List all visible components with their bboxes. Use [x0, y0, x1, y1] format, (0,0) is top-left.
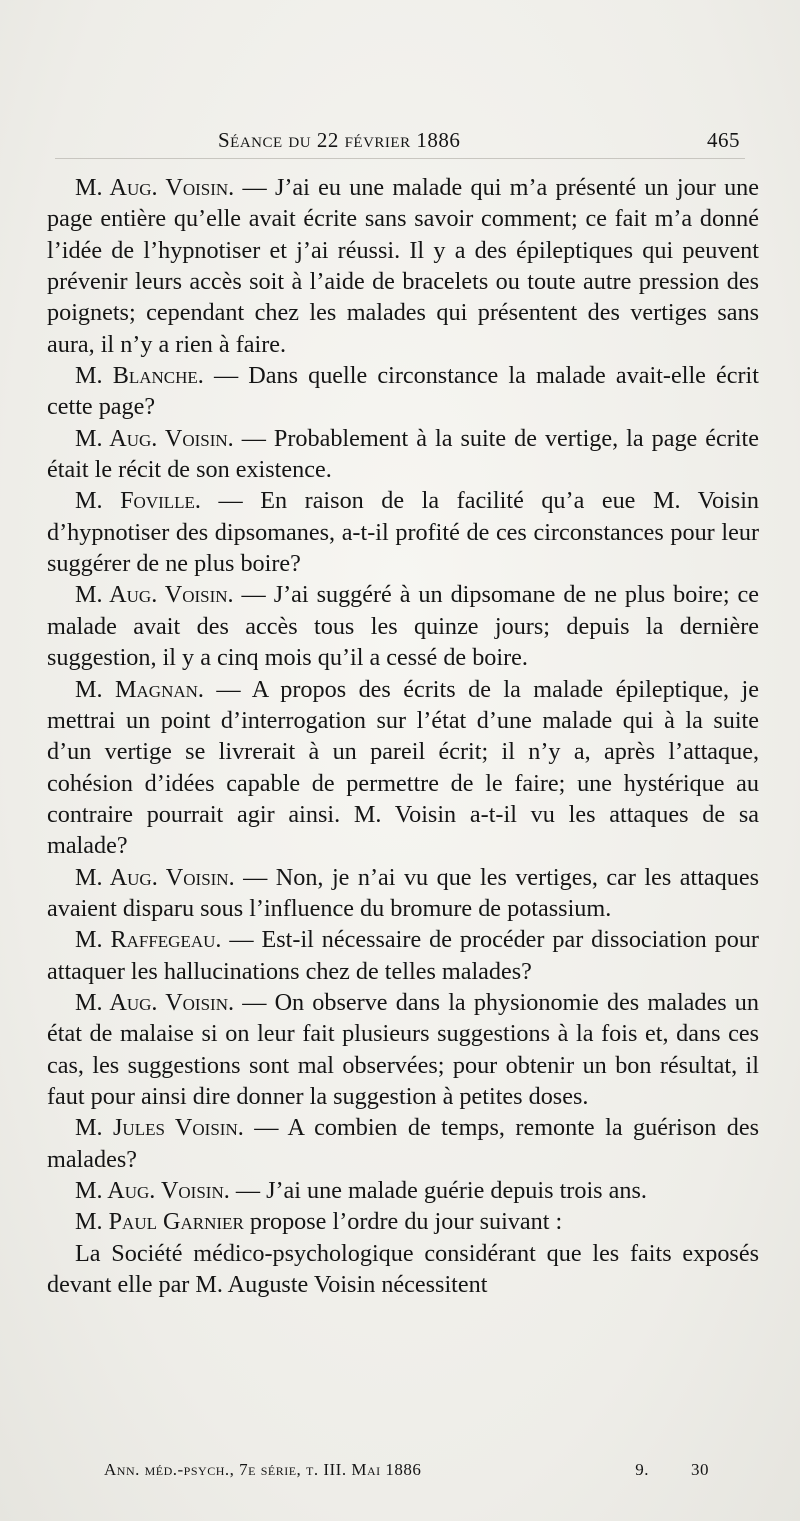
paragraph	[47, 987, 759, 1112]
paragraph-text: — J’ai une malade guérie depuis trois ans.	[229, 1177, 647, 1204]
speaker-name: M. Aug. Voisin.	[75, 174, 235, 201]
running-head	[60, 128, 740, 153]
speaker-name: M. Foville.	[75, 487, 201, 515]
paragraph	[47, 172, 759, 360]
body-text	[47, 172, 759, 1300]
paragraph	[47, 1238, 759, 1301]
paragraph	[47, 423, 759, 486]
speaker-name: M. Paul Garnier	[75, 1208, 244, 1236]
speaker-name: M. Aug. Voisin.	[75, 424, 234, 452]
speaker-name: M. Blanche.	[75, 362, 204, 390]
paragraph	[47, 360, 759, 423]
paragraph	[47, 1206, 759, 1237]
page-footer	[104, 1460, 709, 1480]
paragraph-text: — A propos des écrits de la malade épileptique, je mettrai un point d’interrogation sur l’état d’une malade qui à la suite d’un vertige se livrerait à un pareil écrit; il n’y a, après l’attaque, cohésion d’idées capable de permettre de le faire; une hystérique au contraire pourrait agir ainsi. M. Voisin a-t-il vu les attaques de sa malade?	[47, 675, 759, 860]
running-head-title: Séance du 22 février 1886	[218, 128, 461, 152]
speaker-name: M. Aug. Voisin.	[75, 988, 235, 1016]
paragraph	[47, 1175, 759, 1206]
paragraph	[47, 1112, 759, 1175]
page-number: 465	[707, 128, 740, 152]
paragraph	[47, 485, 759, 579]
sheet-number: 30	[691, 1460, 709, 1479]
paragraph	[47, 862, 759, 925]
paragraph	[47, 579, 759, 673]
paragraph-text: — Non, je n’ai vu que les vertiges, car les attaques avaient disparu sous l’influence du bromure de potassium.	[47, 863, 759, 922]
paragraph	[47, 924, 759, 987]
speaker-name: M. Raffegeau.	[75, 926, 222, 954]
paragraph-text: — J’ai suggéré à un dipsomane de ne plus boire; ce malade avait des accès tous les quinze jours; depuis la dernière suggestion, il y a cinq mois qu’il a cessé de boire.	[47, 581, 759, 672]
paragraph-text: — Dans quelle circonstance la malade avait-elle écrit cette page?	[47, 362, 759, 421]
paragraph	[47, 674, 759, 862]
speaker-name: M. Aug. Voisin.	[75, 581, 234, 609]
speaker-name: M. Magnan.	[75, 675, 204, 703]
paragraph-text: — Est-il nécessaire de procéder par dissociation pour attaquer les hallucinations chez de telles malades?	[47, 926, 759, 985]
signature-marks	[635, 1460, 709, 1480]
speaker-name: M. Aug. Voisin.	[75, 1177, 230, 1204]
journal-reference: Ann. méd.-psych., 7e série, t. III. Mai 1886	[104, 1460, 422, 1479]
speaker-name: M. Aug. Voisin.	[75, 863, 235, 891]
paragraph-text: La Société médico-psychologique considérant que les faits exposés devant elle par M. Auguste Voisin nécessitent	[47, 1239, 759, 1299]
paragraph-text: — En raison de la facilité qu’a eue M. Voisin d’hypnotiser des dipsomanes, a-t-il profité de ces circonstances pour leur suggérer de ne plus boire?	[47, 487, 760, 578]
paragraph-text: — On observe dans la physionomie des malades un état de malaise si on leur fait plusieurs suggestions à la fois et, dans ces cas, les suggestions sont mal observées; pour obtenir un bon résultat, il faut pour ainsi dire donner la suggestion à petites doses.	[47, 988, 759, 1110]
speaker-name: M. Jules Voisin.	[75, 1114, 244, 1142]
header-rule	[55, 158, 745, 159]
signature-number: 9.	[635, 1460, 649, 1479]
paragraph-text: — Probablement à la suite de vertige, la page écrite était le récit de son existence.	[47, 424, 759, 484]
paragraph-text: — J’ai eu une malade qui m’a présenté un jour une page entière qu’elle avait écrite sans savoir comment; ce fait m’a donné l’idée de l’hypnotiser et j’ai réussi. Il y a des épileptiques qui peuvent prévenir leurs accès soit à l’aide de bracelets ou toute autre pression des poignets; cependant chez les malades qui présentent des vertiges sans aura, il n’y a rien à faire.	[47, 174, 759, 358]
paragraph-text: — A combien de temps, remonte la guérison des malades?	[47, 1114, 759, 1173]
paragraph-text: propose l’ordre du jour suivant :	[243, 1208, 563, 1236]
